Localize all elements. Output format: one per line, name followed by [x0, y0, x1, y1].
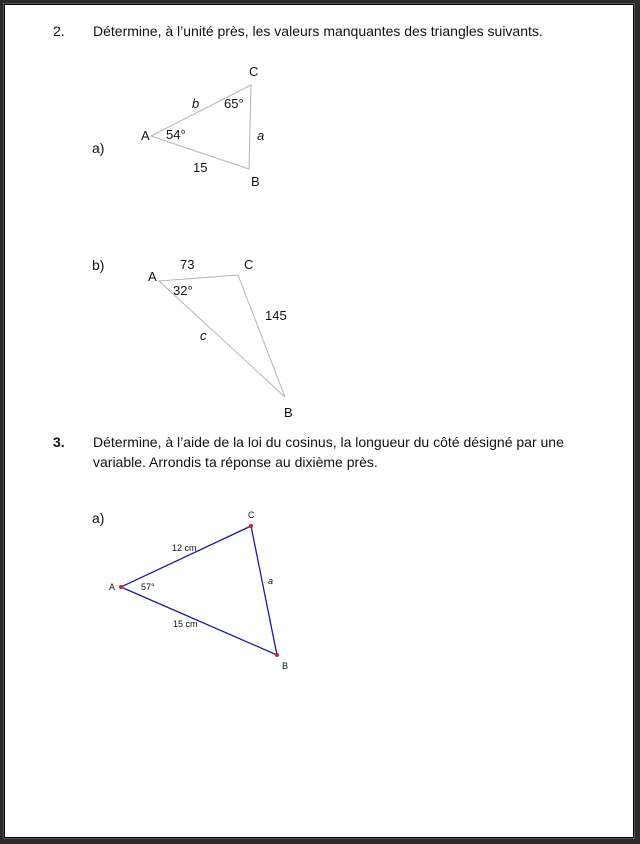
vertex-2b-c: C: [244, 257, 254, 272]
side-2b-b: 73: [180, 257, 195, 272]
vertex-2b-a: A: [148, 269, 157, 284]
vertex-2b-b: B: [284, 405, 293, 420]
angle-2b-a: 32°: [173, 283, 193, 298]
side-3a-a: a: [268, 576, 274, 586]
worksheet-page: [4, 4, 634, 838]
side-3a-b: 12 cm: [172, 543, 197, 553]
point-3a-a: [119, 585, 123, 589]
vertex-2a-b: B: [251, 174, 260, 189]
side-2b-c: c: [200, 328, 207, 343]
question-2-number: 2.: [53, 23, 65, 39]
question-2a-label: a): [92, 140, 105, 156]
question-2b-label: b): [92, 257, 105, 273]
question-3-text-line1: Détermine, à l’aide de la loi du cosinus, la longueur du côté désigné par une: [93, 434, 564, 450]
side-2a-c: 15: [193, 160, 208, 175]
vertex-2a-a: A: [141, 128, 150, 143]
triangle-2a: [141, 64, 264, 189]
question-3a-label: a): [92, 510, 105, 526]
angle-2a-a: 54°: [166, 127, 186, 142]
vertex-3a-c: C: [248, 510, 255, 520]
question-3-text-line2: variable. Arrondis ta réponse au dixième près.: [93, 454, 378, 470]
question-3-number: 3.: [53, 434, 65, 450]
triangle-3a: [109, 510, 288, 671]
side-2b-a: 145: [265, 308, 287, 323]
vertex-2a-c: C: [249, 64, 259, 79]
angle-3a-a: 57°: [141, 582, 155, 592]
side-3a-c: 15 cm: [173, 619, 198, 629]
point-3a-c: [249, 524, 253, 528]
question-2-text: Détermine, à l’unité près, les valeurs manquantes des triangles suivants.: [93, 23, 543, 39]
side-2a-a: a: [257, 128, 265, 143]
vertex-3a-b: B: [282, 661, 289, 671]
point-3a-b: [275, 653, 279, 657]
vertex-3a-a: A: [109, 582, 116, 592]
figures-layer: [5, 5, 635, 839]
triangle-2b: [148, 257, 293, 420]
angle-2a-c: 65°: [224, 96, 244, 111]
side-2a-b: b: [192, 96, 200, 111]
